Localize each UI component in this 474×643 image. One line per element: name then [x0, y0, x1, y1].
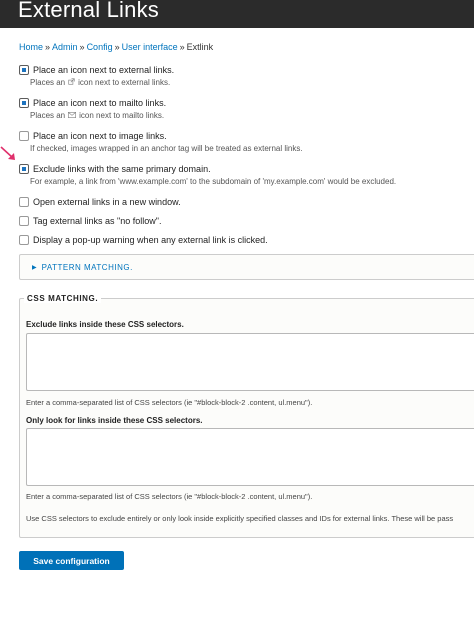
new-window-checkbox[interactable] — [19, 197, 29, 207]
nofollow-checkbox[interactable] — [19, 216, 29, 226]
option-exclude-same-domain — [19, 163, 469, 186]
page-title: External Links — [18, 0, 159, 22]
option-mailto-icon — [19, 97, 469, 120]
breadcrumb-separator: » — [179, 42, 185, 52]
option-description: If checked, images wrapped in an anchor tag will be treated as external links. — [30, 144, 303, 153]
option-nofollow — [19, 215, 469, 227]
option-description: Places an icon next to external links. — [30, 78, 171, 87]
exclude-selectors-textarea[interactable] — [26, 333, 474, 391]
mail-icon — [68, 112, 76, 120]
option-new-window — [19, 196, 469, 208]
breadcrumb — [19, 42, 213, 52]
mailto-icon-checkbox[interactable] — [19, 98, 29, 108]
option-popup-warning — [19, 234, 469, 246]
expand-triangle-icon: ▶ — [32, 264, 37, 271]
option-label: Exclude links with the same primary domain. — [33, 164, 211, 174]
breadcrumb-separator: » — [114, 42, 120, 52]
breadcrumb-admin[interactable]: Admin — [52, 42, 78, 52]
breadcrumb-config[interactable]: Config — [86, 42, 113, 52]
exclude-same-domain-checkbox[interactable] — [19, 164, 29, 174]
breadcrumb-home[interactable]: Home — [19, 42, 44, 52]
include-selectors-label: Only look for links inside these CSS selectors. — [26, 416, 203, 425]
breadcrumb-user-interface[interactable]: User interface — [121, 42, 178, 52]
option-label: Place an icon next to external links. — [33, 65, 175, 75]
page-header — [0, 0, 474, 28]
pattern-matching-details[interactable] — [19, 254, 474, 280]
option-description: Places an icon next to mailto links. — [30, 111, 165, 120]
breadcrumb-current: Extlink — [186, 42, 214, 52]
option-label: Tag external links as "no follow". — [33, 216, 162, 226]
option-external-icon — [19, 64, 469, 87]
option-description: For example, a link from 'www.example.com' to the subdomain of 'my.example.com' would be excluded. — [30, 177, 397, 186]
include-selectors-textarea[interactable] — [26, 428, 474, 486]
image-icon-checkbox[interactable] — [19, 131, 29, 141]
external-icon-checkbox[interactable] — [19, 65, 29, 75]
pointer-arrow-icon — [0, 145, 18, 163]
external-link-icon — [68, 78, 75, 87]
exclude-selectors-help: Enter a comma-separated list of CSS selectors (ie "#block-block-2 .content, ul.menu"). — [26, 398, 313, 407]
option-label: Place an icon next to mailto links. — [33, 98, 167, 108]
pattern-matching-summary[interactable]: PATTERN MATCHING. — [41, 262, 133, 272]
option-label: Display a pop-up warning when any external link is clicked. — [33, 235, 268, 245]
include-selectors-help: Enter a comma-separated list of CSS selectors (ie "#block-block-2 .content, ul.menu"). — [26, 492, 313, 501]
exclude-selectors-label: Exclude links inside these CSS selectors. — [26, 320, 184, 329]
breadcrumb-separator: » — [45, 42, 51, 52]
css-matching-note: Use CSS selectors to exclude entirely or only look inside explicitly specified classes and IDs for external links. These will be pass — [26, 514, 454, 523]
css-matching-legend: CSS MATCHING. — [24, 294, 101, 303]
option-label: Place an icon next to image links. — [33, 131, 167, 141]
popup-warning-checkbox[interactable] — [19, 235, 29, 245]
save-configuration-button[interactable]: Save configuration — [19, 551, 124, 570]
option-label: Open external links in a new window. — [33, 197, 181, 207]
breadcrumb-separator: » — [79, 42, 85, 52]
option-image-icon — [19, 130, 469, 153]
